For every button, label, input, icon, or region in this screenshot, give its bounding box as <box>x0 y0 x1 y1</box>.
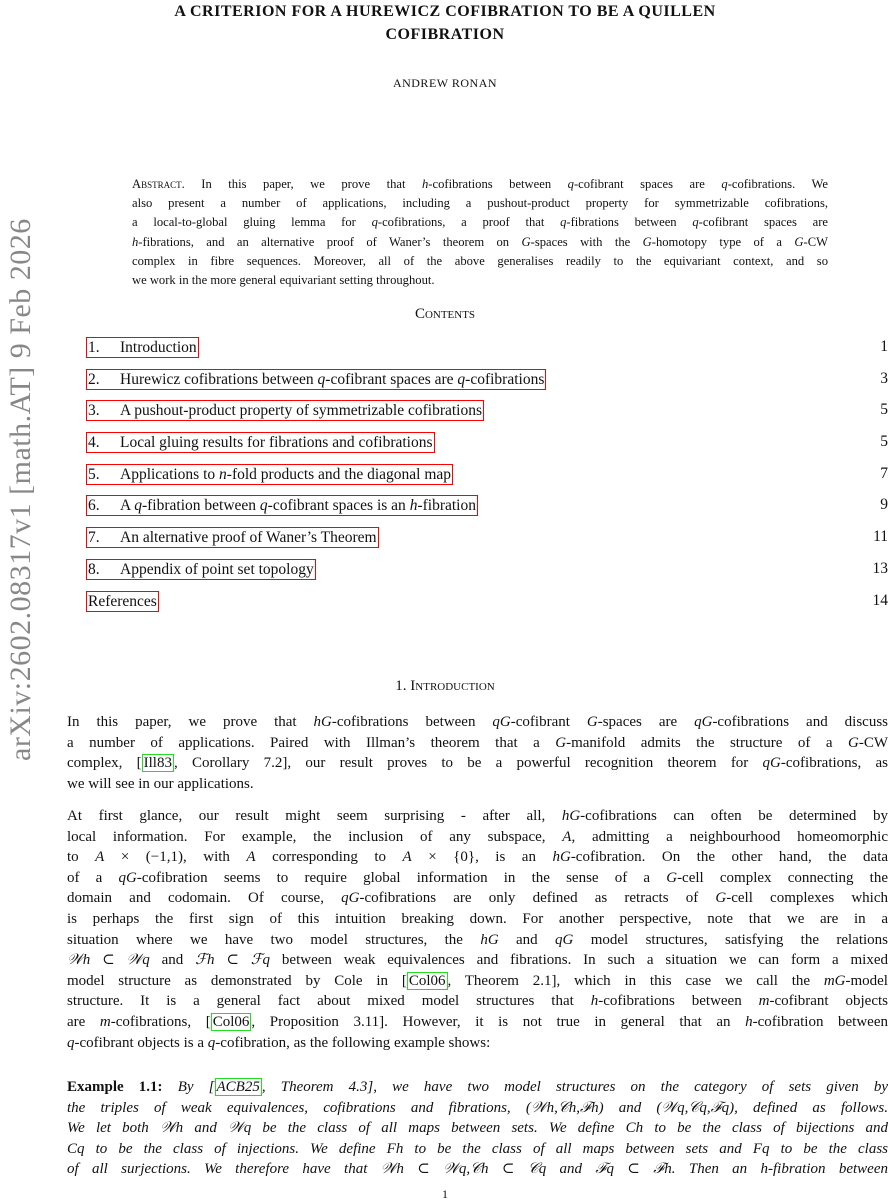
toc-entry <box>86 527 888 559</box>
text-run: local information. For example, the inclusion of any subspace, <box>67 828 563 845</box>
title-line: A CRITERION FOR A HUREWICZ COFIBRATION TO BE A QUILLEN <box>174 3 716 20</box>
text-run: of a <box>67 869 119 886</box>
paper-title <box>0 0 890 46</box>
abstract <box>132 175 828 290</box>
citation-link[interactable]: Ill83 <box>143 755 172 772</box>
math-symbol: h <box>422 177 429 191</box>
toc-entry <box>86 432 888 464</box>
paragraph <box>67 806 888 1053</box>
text-line <box>67 1159 888 1180</box>
text-run: -cell complexes which <box>726 890 889 907</box>
text-run: , admitting a neighbourhood homeomorphic <box>571 828 888 845</box>
text-run: -cofibration, as the following example shows: <box>215 1034 491 1051</box>
text-line <box>132 175 828 194</box>
text-run: Introduction <box>120 339 197 356</box>
text-run: Cq to be the class of injections. We define Fh to be the class of all maps between sets and Fq to be the class <box>67 1140 888 1157</box>
math-symbol: G <box>715 890 727 907</box>
toc-link[interactable] <box>86 527 379 548</box>
math-symbol: qG <box>341 890 360 907</box>
math-symbol: hG <box>480 931 499 948</box>
text-run: -cofibrant spaces are <box>698 215 829 230</box>
toc-entry <box>86 464 888 496</box>
text-run: , Theorem 2.1], which in this case we call the <box>447 972 824 989</box>
text-run: A pushout-product property of symmetrizable cofibrations <box>120 402 483 420</box>
math-symbol: n <box>219 465 227 483</box>
text-run: complex in fibre sequences. Moreover, all of the above generalises readily to the equivariant context, and so <box>132 253 828 268</box>
text-line <box>132 233 828 252</box>
text-run: corresponding to <box>255 849 403 866</box>
contents-heading: Contents <box>414 306 476 322</box>
toc-link[interactable] <box>86 464 453 485</box>
page-number: 1 <box>442 1187 448 1200</box>
math-symbol: G <box>586 714 598 730</box>
math-symbol: q <box>317 370 326 388</box>
toc-page-number: 5 <box>880 401 888 419</box>
text-line <box>67 774 888 795</box>
text-run: × {0}, is an <box>411 849 553 866</box>
toc-entry <box>86 591 888 623</box>
text-run: between weak equivalences and fibrations. In such a situation we can form a mixed <box>270 952 888 969</box>
text-line <box>67 1033 888 1054</box>
math-symbol: m <box>758 993 770 1010</box>
paragraph <box>67 712 888 794</box>
math-symbol: q <box>721 177 728 191</box>
math-symbol: ℱ <box>250 952 263 969</box>
text-run: -cofibrations between <box>428 177 568 191</box>
math-symbol: 𝒲 <box>126 952 143 969</box>
math-symbol: qG <box>762 755 781 772</box>
text-run: -cofibrations <box>465 370 545 388</box>
math-symbol: ℱ <box>195 952 207 969</box>
math-symbol: G <box>847 734 859 751</box>
math-symbol: qG <box>118 869 137 886</box>
toc-number: 4. <box>88 434 100 452</box>
toc-entry <box>86 337 888 369</box>
text-run: -cofibrations and discuss <box>712 714 888 730</box>
text-run: , Theorem 4.3], we have two model structures on the category of sets given by <box>261 1079 888 1095</box>
toc-link[interactable] <box>86 400 484 421</box>
toc-page-number: 1 <box>880 338 888 355</box>
citation-link[interactable]: Col06 <box>212 1013 250 1030</box>
math-symbol: q <box>457 370 466 388</box>
text-run: -CW <box>858 734 888 751</box>
text-run: Local gluing results for fibrations and cofibrations <box>120 434 433 452</box>
toc-entry <box>86 400 888 432</box>
text-line <box>67 753 888 774</box>
toc-page-number: 7 <box>880 464 888 482</box>
text-run: and <box>498 931 556 948</box>
text-run: -fold products and the diagonal map <box>226 465 452 483</box>
text-run: References <box>88 592 157 610</box>
math-symbol: G <box>642 234 652 249</box>
text-run: -cofibration between <box>752 1013 888 1030</box>
text-run: -cofibrations, as <box>780 755 888 772</box>
text-run: model structure as demonstrated by Cole in [ <box>67 972 407 989</box>
text-run: also present a number of applications, including a pushout-product property for symmetrizable cofibrations, <box>132 196 828 211</box>
section-heading-text: 1. Introduction <box>395 678 495 694</box>
toc-entry <box>86 369 888 401</box>
text-run: the triples of weak equivalences, cofibrations and fibrations, (𝒲h,𝒞h,ℱh) and (𝒲q,𝒞q,ℱq), defined as follows. <box>67 1099 888 1116</box>
text-run: -cofibrations. We <box>727 177 828 191</box>
text-run: are <box>67 1013 100 1030</box>
toc-page-number: 5 <box>880 433 888 451</box>
text-run: structure. It is a general fact about mixed model structures that <box>67 993 591 1010</box>
text-run: Appendix of point set topology <box>120 560 314 578</box>
math-symbol: h <box>745 1013 753 1030</box>
text-run: we work in the more general equivariant setting throughout. <box>132 273 435 288</box>
math-symbol: qG <box>492 714 511 730</box>
toc-link[interactable] <box>86 432 435 453</box>
math-symbol: G <box>555 734 567 751</box>
text-run: -cofibrations can often be determined by <box>580 808 888 824</box>
text-run: of all surjections. We therefore have that 𝒲h ⊂ 𝒲q,𝒞h ⊂ 𝒞q and ℱq ⊂ ℱh. Then an h-fibration between <box>67 1161 888 1178</box>
text-line <box>132 252 828 271</box>
toc-link[interactable] <box>86 559 316 580</box>
toc-number: 6. <box>88 497 100 515</box>
text-run: is perhaps the first sign of this intuition breaking down. For another perspective, note that we are in a <box>67 910 888 927</box>
text-run: Hurewicz cofibrations between <box>120 370 318 388</box>
toc-entry <box>86 559 888 591</box>
toc-page-number: 13 <box>872 559 888 577</box>
text-run: -fibration between <box>141 497 260 515</box>
text-run: A <box>120 497 135 515</box>
math-symbol: G <box>521 234 531 249</box>
author: ANDREW RONAN <box>392 76 498 90</box>
text-line <box>67 733 888 754</box>
text-run: -cofibrant spaces are <box>325 370 458 388</box>
text-run: In this paper, we prove that <box>184 177 422 191</box>
text-run: we will see in our applications. <box>67 775 254 792</box>
math-symbol: q <box>207 1034 216 1051</box>
arxiv-identifier: arXiv:2602.08317v1 [math.AT] 9 Feb 2026 <box>4 218 37 762</box>
text-run: , Corollary 7.2], our result proves to be a powerful recognition theorem for <box>173 755 763 772</box>
text-run: -cofibrant <box>510 714 587 730</box>
text-run: -fibrations between <box>566 215 693 230</box>
math-symbol: A <box>562 828 572 845</box>
table-of-contents <box>86 337 888 622</box>
math-symbol: q <box>371 215 378 230</box>
toc-page-number: 9 <box>880 496 888 514</box>
text-run: -cofibrant objects is a <box>74 1034 208 1051</box>
text-run: -cofibrations, a proof that <box>377 215 561 230</box>
math-symbol: q <box>67 1034 75 1051</box>
text-run: -homotopy type of a <box>651 234 795 249</box>
text-run: -cofibrations between <box>598 993 759 1010</box>
math-symbol: hG <box>552 849 571 866</box>
math-symbol: h <box>82 952 91 969</box>
toc-page-number: 14 <box>872 591 888 609</box>
math-symbol: q <box>134 497 142 515</box>
text-run: to <box>67 849 96 866</box>
text-run: An alternative proof of Waner’s Theorem <box>120 529 377 547</box>
example-block <box>67 1077 888 1180</box>
math-symbol: q <box>692 215 699 230</box>
text-line <box>67 909 888 930</box>
math-symbol: A <box>246 849 256 866</box>
text-run: , Proposition 3.11]. However, it is not true in general that an <box>251 1013 746 1030</box>
text-run: -cofibrant spaces are <box>573 177 722 191</box>
math-symbol: hG <box>561 808 581 824</box>
math-symbol: qG <box>555 931 574 948</box>
example-label: Example 1.1: <box>67 1079 163 1095</box>
text-run: -spaces with the <box>530 234 643 249</box>
section-heading <box>0 678 890 695</box>
math-symbol: qG <box>694 714 713 730</box>
text-run: model structures, satisfying the relations <box>573 931 888 948</box>
text-run: -model <box>845 972 888 989</box>
toc-link[interactable] <box>86 369 546 390</box>
text-run: domain and codomain. Of course, <box>67 890 342 907</box>
math-symbol: h <box>409 497 418 515</box>
text-run: × (−1,1), with <box>104 849 247 866</box>
text-run: -cell complex connecting the <box>677 869 888 886</box>
text-run: ⊂ <box>90 952 127 969</box>
text-line <box>67 1098 888 1119</box>
text-run: situation where we have two model structures, the <box>67 931 481 948</box>
math-symbol: G <box>794 234 804 249</box>
math-symbol: hG <box>313 714 332 730</box>
text-run: -spaces are <box>597 714 695 730</box>
math-symbol: q <box>567 177 574 191</box>
toc-number: 5. <box>88 465 100 483</box>
text-run: -fibrations, and an alternative proof of Waner’s theorem on <box>138 234 522 249</box>
text-run: By [ <box>162 1079 215 1095</box>
text-run: complex, [ <box>67 755 142 772</box>
text-line <box>67 1077 888 1098</box>
text-run: a number of applications. Paired with Illman’s theorem that a <box>67 734 556 751</box>
text-run: -cofibrations between <box>331 714 493 730</box>
text-run: -cofibration seems to require global information in the sense of a <box>136 869 667 886</box>
text-line <box>67 888 888 909</box>
text-line <box>132 213 828 232</box>
toc-number: 3. <box>88 402 100 420</box>
text-run: -cofibrant objects <box>769 993 888 1010</box>
text-run: -cofibrations are only defined as retracts of <box>359 890 716 907</box>
text-run: Applications to <box>120 465 220 483</box>
toc-entry <box>86 495 888 527</box>
text-run: -manifold admits the structure of a <box>566 734 848 751</box>
toc-number: 7. <box>88 529 100 547</box>
citation-link[interactable]: Col06 <box>408 972 446 989</box>
text-run: -fibration <box>417 497 476 515</box>
math-symbol: m <box>99 1013 111 1030</box>
title-line: COFIBRATION <box>385 26 505 43</box>
math-symbol: mG <box>823 972 846 989</box>
math-symbol: h <box>132 234 139 249</box>
text-run: -CW <box>803 234 828 249</box>
math-symbol: A <box>402 849 412 866</box>
math-symbol: q <box>142 952 150 969</box>
math-symbol: h <box>590 993 599 1010</box>
text-line <box>67 827 888 848</box>
text-run: At first glance, our result might seem surprising - after all, <box>67 808 562 824</box>
toc-number: 1. <box>88 339 100 356</box>
toc-link[interactable] <box>86 337 199 358</box>
text-line <box>132 194 828 213</box>
math-symbol: q <box>262 952 271 969</box>
toc-link[interactable] <box>86 591 159 612</box>
text-run: -cofibrant spaces is an <box>267 497 410 515</box>
text-line <box>67 868 888 889</box>
text-run: ⊂ <box>214 952 251 969</box>
text-line <box>67 950 888 971</box>
text-line <box>67 930 888 951</box>
text-line <box>67 1118 888 1139</box>
text-line <box>67 806 888 827</box>
text-run: We let both 𝒲h and 𝒲q be the class of all maps between sets. We define Ch to be the class of bijections and <box>67 1120 888 1137</box>
toc-link[interactable] <box>86 495 478 516</box>
toc-number: 8. <box>88 560 100 578</box>
text-line <box>67 847 888 868</box>
text-line <box>67 1012 888 1033</box>
text-line <box>132 271 828 290</box>
toc-page-number: 3 <box>880 369 888 387</box>
text-line <box>67 971 888 992</box>
abstract-label: Abstract. <box>132 177 185 191</box>
text-run: -cofibrations, [ <box>110 1013 211 1030</box>
math-symbol: q <box>259 497 268 515</box>
text-line <box>67 991 888 1012</box>
toc-page-number: 11 <box>873 528 888 546</box>
text-run: a local-to-global gluing lemma for <box>132 215 372 230</box>
math-symbol: G <box>666 869 678 886</box>
text-run: In this paper, we prove that <box>67 714 314 730</box>
math-symbol: A <box>95 849 105 866</box>
toc-number: 2. <box>88 370 100 388</box>
text-run: -cofibration. On the other hand, the data <box>570 849 889 866</box>
math-symbol: h <box>206 952 215 969</box>
text-line <box>67 712 888 733</box>
text-line <box>67 1139 888 1160</box>
math-symbol: 𝒲 <box>67 952 83 969</box>
citation-link[interactable]: ACB25 <box>216 1079 260 1095</box>
text-run: and <box>149 952 196 969</box>
math-symbol: q <box>560 215 567 230</box>
